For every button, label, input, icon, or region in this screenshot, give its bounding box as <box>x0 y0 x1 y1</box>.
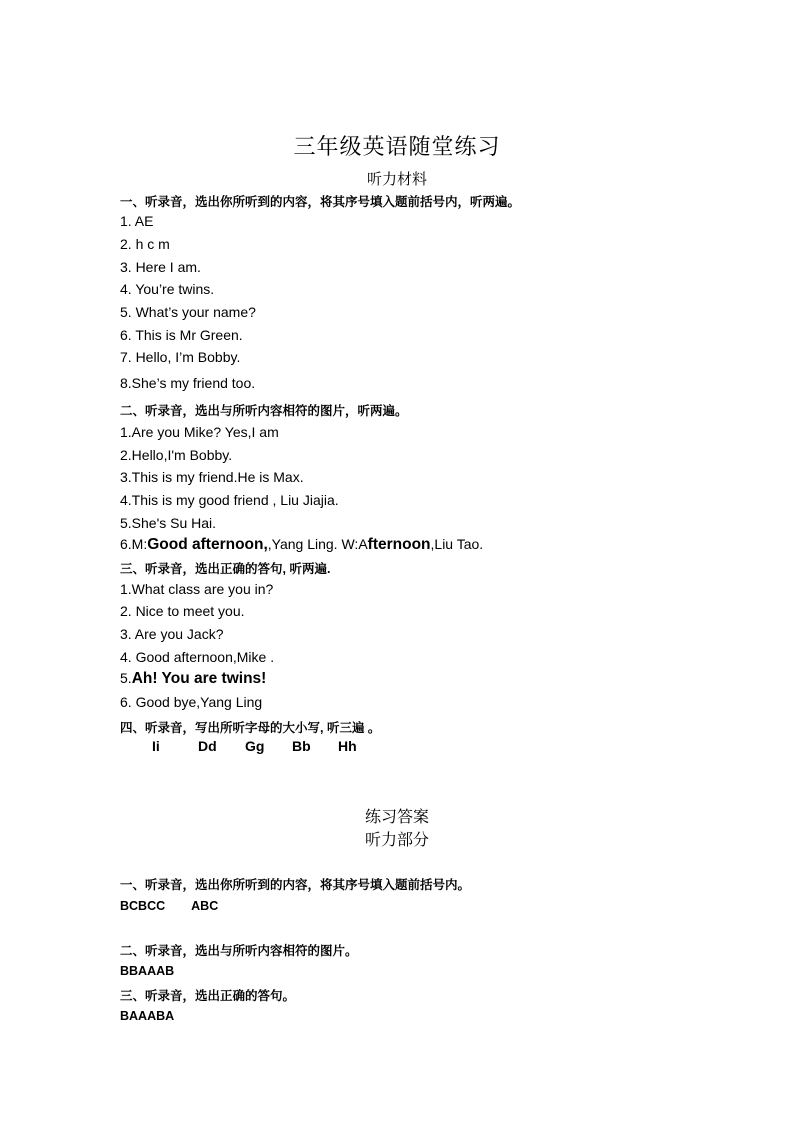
s1-item: 3. Here I am. <box>120 259 201 275</box>
s3-item: 3. Are you Jack? <box>120 626 224 642</box>
answer-3-value: BAAABA <box>120 1009 175 1023</box>
answer-2-heading: 二、听录音，选出与所听内容相符的图片。 <box>120 944 358 958</box>
answer-1-values: BCBCC ABC <box>120 899 219 913</box>
s3-item: 2. Nice to meet you. <box>120 603 245 619</box>
letter-pair: Hh <box>338 738 357 754</box>
s1-item: 2. h c m <box>120 236 170 252</box>
section-4-heading: 四、听录音，写出所听字母的大小写, 听三遍 。 <box>120 721 381 735</box>
s1-item: 8.She’s my friend too. <box>120 375 256 391</box>
answers-title: 练习答案 <box>364 807 429 826</box>
s2-item: 1.Are you Mike? Yes,I am <box>120 424 279 440</box>
s2-item: 4.This is my good friend , Liu Jiajia. <box>120 492 339 508</box>
answer-2-value: BBAAAB <box>120 964 175 978</box>
s3-item: 6. Good bye,Yang Ling <box>120 694 263 710</box>
answers-subtitle: 听力部分 <box>364 830 429 849</box>
section-2-heading: 二、听录音，选出与所听内容相符的图片，听两遍。 <box>120 404 408 418</box>
s1-item: 4. You’re twins. <box>120 281 215 297</box>
page-title: 三年级英语随堂练习 <box>293 135 501 160</box>
s1-item: 1. AE <box>120 213 154 229</box>
s2-item: 3.This is my friend.He is Max. <box>120 469 304 485</box>
answer-3-heading: 三、听录音，选出正确的答句。 <box>120 989 296 1003</box>
s3-item-5: 5.Ah! You are twins! <box>120 670 267 687</box>
page-subtitle: 听力材料 <box>366 170 427 188</box>
s1-item: 6. This is Mr Green. <box>120 327 243 343</box>
letter-pair: Dd <box>198 738 217 754</box>
s1-item: 7. Hello, I’m Bobby. <box>120 349 241 365</box>
letter-pair: Gg <box>245 738 265 754</box>
section-1-heading: 一、听录音，选出你所听到的内容，将其序号填入题前括号内，听两遍。 <box>120 195 521 209</box>
s3-item: 1.What class are you in? <box>120 581 274 597</box>
s2-item: 5.She's Su Hai. <box>120 515 217 531</box>
letter-pair: Ii <box>152 738 160 754</box>
s2-item-6: 6.M:Good afternoon,,Yang Ling. W:Afternoon,Liu Tao. <box>120 536 484 553</box>
s1-item: 5. What’s your name? <box>120 304 256 320</box>
letter-row <box>152 738 357 754</box>
section-3-heading: 三、听录音，选出正确的答句, 听两遍. <box>120 562 331 576</box>
letter-pair: Bb <box>292 738 311 754</box>
s3-item: 4. Good afternoon,Mike . <box>120 649 275 665</box>
s2-item: 2.Hello,I'm Bobby. <box>120 447 233 463</box>
answer-1-heading: 一、听录音，选出你所听到的内容，将其序号填入题前括号内。 <box>120 878 471 892</box>
